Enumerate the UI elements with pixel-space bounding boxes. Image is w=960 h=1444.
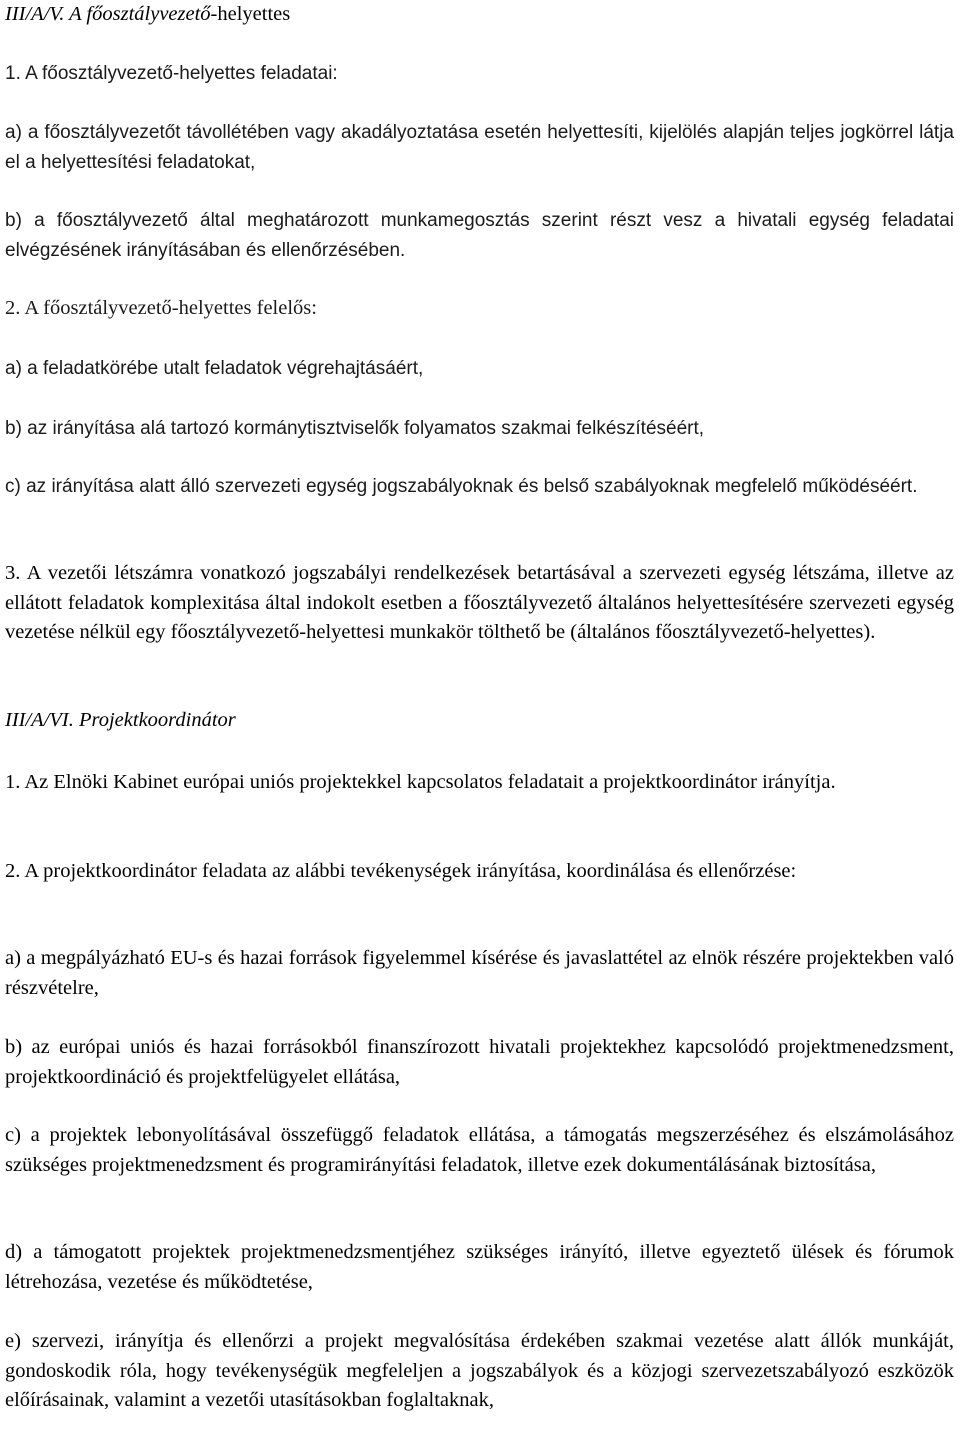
v-point-2-a: a) a feladatkörébe utalt feladatok végrehajtásáért, <box>5 358 424 379</box>
v-point-1-title: 1. A főosztályvezető-helyettes feladatai: <box>5 63 338 84</box>
vi-point-2-a: a) a megpályázható EU-s és hazai források figyelemmel kísérése és javaslattétel az elnök részére projektekben való részvételre, <box>5 947 954 999</box>
section-heading-v-prefix: III/A/V. <box>5 3 70 25</box>
section-heading-v-ital: A főosztályvezető <box>69 3 211 25</box>
section-heading-vi: III/A/VI. Projektkoordinátor <box>5 709 236 731</box>
v-point-3: 3. A vezetői létszámra vonatkozó jogszabályi rendelkezések betartásával a szervezeti egység létszáma, illetve az ellátott feladatok komplexitása által indokolt esetben a főosztályvezető általános helyettesítésére szervezeti egység vezetése nélkül egy főosztályvezető-helyettesi munkakör tölthető be (általános főosztályvezető-helyettes). <box>5 562 954 643</box>
vi-point-2-e: e) szervezi, irányítja és ellenőrzi a projekt megvalósítása érdekében szakmai vezetése alatt állók munkáját, gondoskodik róla, hogy tevékenységük megfeleljen a jogszabályok és a közjogi szervezetszabályozó eszközök előírásainak, valamint a vezetői utasításokban foglaltaknak, <box>5 1330 954 1411</box>
v-point-2-b: b) az irányítása alá tartozó kormánytisztviselők folyamatos szakmai felkészítéséért, <box>5 418 705 439</box>
vi-point-1: 1. Az Elnöki Kabinet európai uniós projektekkel kapcsolatos feladatait a projektkoordinátor irányítja. <box>5 771 836 793</box>
v-point-1-b: b) a főosztályvezető által meghatározott munkamegosztás szerint részt vesz a hivatali egység feladatai elvégzésének irányításában és ellenőrzésében. <box>5 210 954 261</box>
vi-point-2-title: 2. A projektkoordinátor feladata az alábbi tevékenységek irányítása, koordinálása és ellenőrzése: <box>5 860 797 882</box>
v-point-2-title <box>5 294 954 324</box>
vi-point-2-d: d) a támogatott projektek projektmenedzsmentjéhez szükséges irányító, illetve egyeztető ülések és fórumok létrehozása, vezetése és működtetése, <box>5 1241 954 1293</box>
vi-point-2-b: b) az európai uniós és hazai forrásokból finanszírozott hivatali projektekhez kapcsolódó projektmenedzsment, projektkoordináció és projektfelügyelet ellátása, <box>5 1036 954 1088</box>
v-point-1-a: a) a főosztályvezetőt távollétében vagy akadályoztatása esetén helyettesíti, kijelölés alapján teljes jogkörrel látja el a helyettesítési feladatokat, <box>5 122 954 173</box>
section-heading-v-suffix: -helyettes <box>210 3 291 25</box>
v-point-2-c: c) az irányítása alatt álló szervezeti egység jogszabályoknak és belső szabályoknak megfelelő működéséért. <box>5 476 918 497</box>
section-heading-v <box>5 0 954 30</box>
vi-point-2-c: c) a projektek lebonyolításával összefüggő feladatok ellátása, a támogatás megszerzéséhez és elszámolásához szükséges projektmenedzsment és programirányítási feladatok, illetve ezek dokumentálásának biztosítása, <box>5 1124 954 1176</box>
v-point-2-title-text: 2. A főosztályvezető-helyettes felelős: <box>5 297 317 319</box>
